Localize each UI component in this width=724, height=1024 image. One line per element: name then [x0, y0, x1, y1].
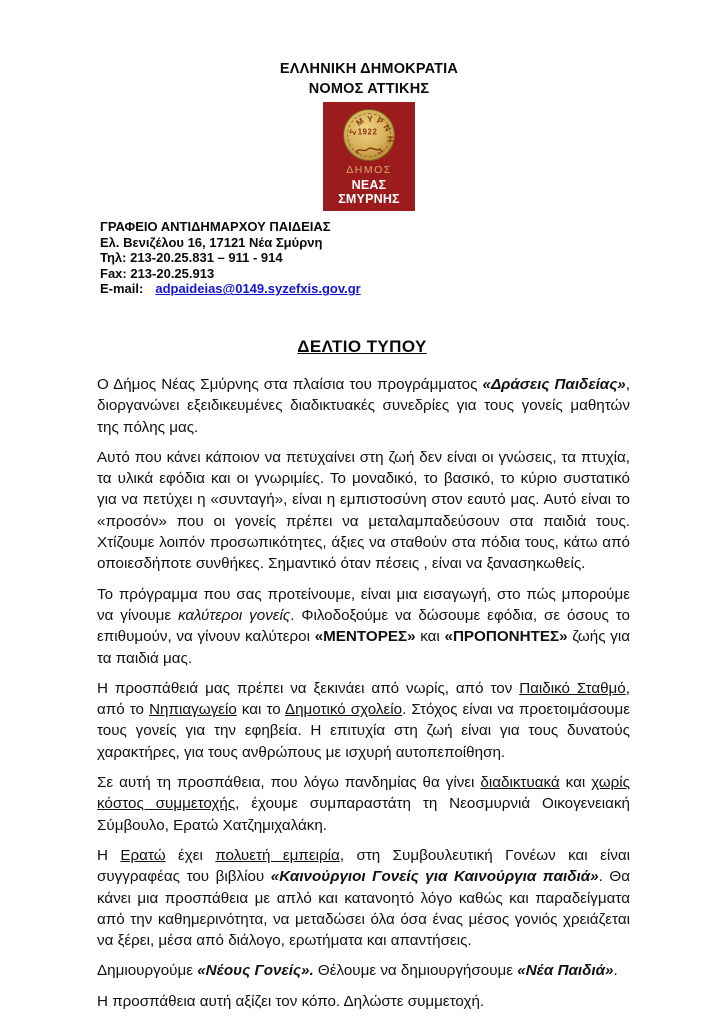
email-label: E-mail: [100, 281, 144, 297]
text-segment: «Νέα Παιδιά» [517, 962, 614, 980]
text-segment: «Νέους Γονείς». [197, 962, 318, 980]
text-segment: , διοργανώνει εξειδικευμένες διαδικτυακές συνεδρίες για τους γονείς μαθητών της πόλης μας. [97, 375, 630, 436]
text-segment: . Φιλοδοξούμε να δώσουμε εφόδια, σε όσους το επιθυμούν, να γίνουν καλύτεροι [97, 606, 630, 646]
seal-year: 1922 [357, 127, 378, 137]
text-segment: και το [236, 701, 285, 719]
logo-caption-dimos: ΔΗΜΟΣ [346, 164, 392, 176]
prefecture-line: ΝΟΜΟΣ ΑΤΤΙΚΗΣ [308, 81, 430, 97]
contact-block [100, 219, 724, 297]
phone-line: Τηλ: 213-20.25.831 – 911 - 914 [100, 250, 283, 266]
text-segment: Νηπιαγωγείο [149, 701, 237, 719]
paragraph-early-start [97, 678, 630, 763]
text-segment: Η προσπάθειά μας πρέπει να ξεκινάει από νωρίς, από τον [97, 679, 520, 697]
seal-letter: Υ [366, 113, 374, 124]
text-segment: πολυετή εμπειρία [215, 846, 340, 864]
text-segment: καλύτεροι γονείς [177, 606, 291, 624]
address-line: Ελ. Βενιζέλου 16, 17121 Νέα Σμύρνη [100, 234, 323, 250]
text-segment: και [559, 774, 592, 792]
seal-letter: Μ [354, 115, 366, 128]
press-body [97, 374, 630, 1012]
seal-letter: Ν [381, 122, 394, 134]
text-segment: , από το [97, 679, 630, 719]
text-segment: «Καινούργιοι Γονείς για Καινούργια παιδιά» [270, 868, 599, 886]
text-segment: Θέλουμε να δημιουργήσουμε [317, 962, 518, 980]
text-segment: Το πρόγραμμα που σας προτείνουμε, είναι μια εισαγωγή, στο πώς μπορούμε να γίνουμε [97, 585, 630, 624]
text-segment: Σε αυτή τη προσπάθεια, που λόγω πανδημίας θα γίνει [97, 774, 481, 792]
email-link[interactable]: adpaideias@0149.syzefxis.gov.gr [155, 281, 361, 297]
title-wrap [0, 337, 724, 357]
text-segment: . Στόχος είναι να προετοιμάσουμε τους γονείς για την εφηβεία. Η επιτυχία στη ζωή είναι για τους δυνατούς χαρακτήρες, για τους ανθρώπους με ισχυρή αυτοπεποίθηση. [97, 701, 630, 761]
text-segment: Ερατώ [120, 846, 166, 864]
text-segment: διαδικτυακά [480, 774, 560, 792]
text-segment: Ο Δήμος Νέας Σμύρνης στα πλαίσια του προγράμματος [97, 375, 483, 393]
seal-figure-icon [354, 144, 384, 155]
text-segment: Παιδικό Σταθμό [519, 679, 626, 697]
paragraph-online-free [97, 772, 630, 836]
seal-letter: Σ [347, 127, 359, 137]
text-segment: «ΜΕΝΤΟΡΕΣ» [314, 628, 416, 646]
text-segment: και [415, 628, 445, 646]
text-segment: . Θα κάνει μια προσπάθεια με απλό και κατανοητό λόγο καθώς και παραδείγματα από την καθημερινότητα, να μεταδώσει όλα όσα ένας μέσος γονιός χρειάζεται να ξέρει, μέσα από διάλογο, ερωτήματα και απαντήσεις. [97, 868, 630, 950]
text-segment: Η προσπάθεια αυτή αξίζει τον κόπο. Δηλώστε συμμετοχή. [97, 992, 485, 1010]
republic-line: ΕΛΛΗΝΙΚΗ ΔΗΜΟΚΡΑΤΙΑ [279, 61, 459, 77]
office-line: ΓΡΑΦΕΙΟ ΑΝΤΙΔΗΜΑΡΧΟΥ ΠΑΙΔΕΙΑΣ [100, 219, 331, 234]
municipality-logo [323, 102, 415, 211]
text-segment: «Δράσεις Παιδείας» [482, 375, 626, 393]
letterhead [14, 0, 724, 211]
text-segment: , έχουμε συμπαραστάτη τη Νεοσμυρνιά Οικογενειακή Σύμβουλο, Ερατώ Χατζημιχαλάκη. [97, 795, 630, 834]
text-segment: Η [97, 846, 121, 864]
text-segment: ζωής για τα παιδιά μας. [97, 628, 630, 667]
text-segment: Αυτό που κάνει κάποιον να πετυχαίνει στη ζωή δεν είναι οι γνώσεις, τα πτυχία, τα υλικά εφόδια και οι γνωριμίες. Το μοναδικό, το βασικό, το κύριο συστατικό για να πετύχει η «συνταγή», είναι η εμπιστοσύνη στον εαυτό μας. Αυτό είναι το «προσόν» που οι γονείς πρέπει να μεταλαμπαδεύσουν στα παιδιά τους. Χτίζουμε λοιπόν προσωπικότητες, άξιες να σταθούν στα πόδια τους, κάτω από οποιεσδήποτε συνθήκες. Σημαντικό όταν πέσεις , είναι να ξανασηκωθείς. [97, 448, 630, 573]
paragraph-confidence [97, 447, 630, 575]
text-segment: «ΠΡΟΠΟΝΗΤΕΣ» [444, 628, 568, 646]
paragraph-intro [97, 374, 630, 438]
municipality-seal [343, 109, 395, 161]
text-segment: Δημιουργούμε [97, 962, 198, 980]
text-segment: . [613, 962, 618, 980]
text-segment: , στη Συμβουλευτική Γονέων και είναι συγγραφέας του βιβλίου [97, 846, 630, 886]
seal-letter: Η [385, 135, 396, 143]
logo-caption-neas-smyrnis: ΝΕΑΣ ΣΜΥΡΝΗΣ [338, 178, 400, 206]
seal-letter: Ρ [375, 115, 385, 127]
paragraph-new-parents [97, 960, 630, 981]
text-segment: έχει [165, 846, 216, 864]
email-line [100, 281, 724, 297]
paragraph-program [97, 584, 630, 669]
fax-line: Fax: 213-20.25.913 [100, 265, 215, 281]
paragraph-closing [97, 991, 630, 1012]
text-segment: Δημοτικό σχολείο [284, 701, 403, 719]
text-segment: χωρίς κόστος συμμετοχής [97, 774, 630, 813]
paragraph-erato-bio [97, 845, 630, 951]
press-release-title: ΔΕΛΤΙΟ ΤΥΠΟΥ [297, 336, 427, 356]
